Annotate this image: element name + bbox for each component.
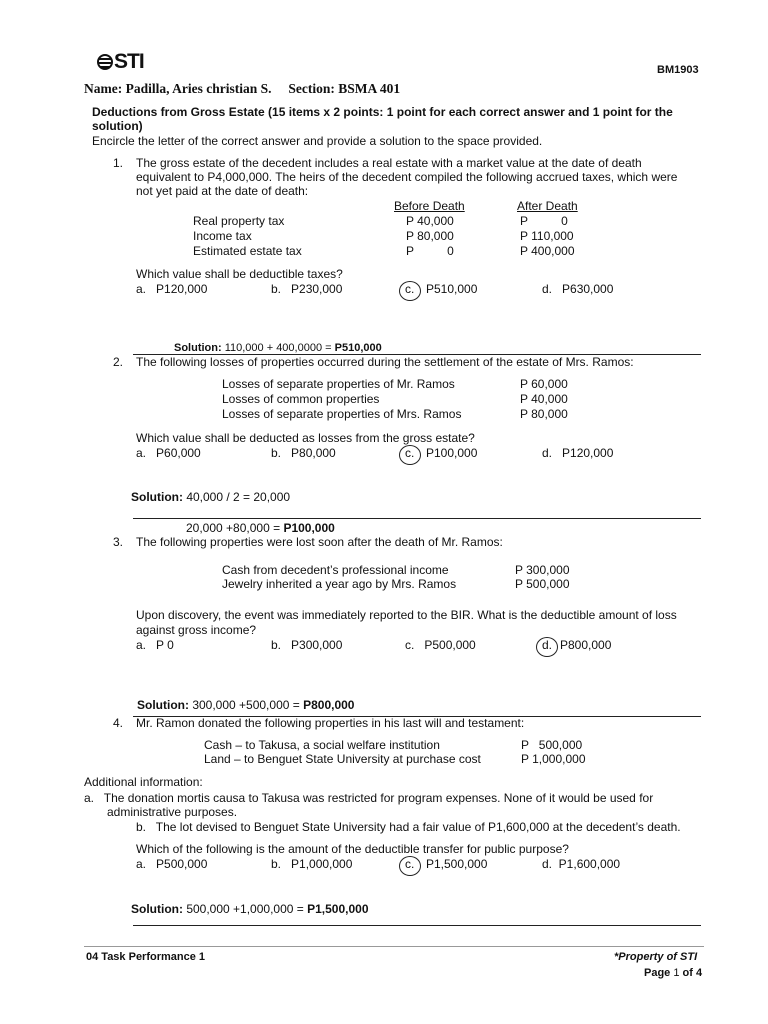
q4-option-d[interactable]: d. P1,600,000 <box>542 857 621 871</box>
q1-option-c-letter[interactable]: c. <box>405 282 415 296</box>
q3-row-label: Cash from decedent’s professional income <box>222 563 449 577</box>
footer-left: 04 Task Performance 1 <box>86 951 206 963</box>
q3-solution: Solution: 300,000 +500,000 = P800,000 <box>137 698 355 712</box>
q4-text: Mr. Ramon donated the following properties in his last will and testament: <box>136 716 525 730</box>
q2-question: Which value shall be deducted as losses from the gross estate? <box>136 431 475 445</box>
q1-option-b[interactable]: b. P230,000 <box>271 282 343 296</box>
q4-row-value: P 500,000 <box>521 738 583 752</box>
q3-row-label: Jewelry inherited a year ago by Mrs. Ramos <box>222 577 457 591</box>
q4-solution: Solution: 500,000 +1,000,000 = P1,500,000 <box>131 902 369 916</box>
q2-row-value: P 60,000 <box>520 377 568 391</box>
q4-info-a-line2: administrative purposes. <box>107 805 238 819</box>
q4-number: 4. <box>113 716 124 730</box>
q1-text-line3: not yet paid at the date of death: <box>136 184 309 198</box>
q3-option-d[interactable]: P800,000 <box>560 638 612 652</box>
q3-row-value: P 300,000 <box>515 563 570 577</box>
q1-option-c[interactable]: P510,000 <box>426 282 478 296</box>
q2-option-b[interactable]: b. P80,000 <box>271 446 336 460</box>
q4-option-a[interactable]: a. P500,000 <box>136 857 208 871</box>
q3-text: The following properties were lost soon after the death of Mr. Ramos: <box>136 535 503 549</box>
q2-text: The following losses of properties occurred during the settlement of the estate of Mrs. Ramos: <box>136 355 634 369</box>
q3-number: 3. <box>113 535 124 549</box>
q1-row-after: P 0 <box>520 214 568 228</box>
student-info: Name: Padilla, Aries christian S. Section: BSMA 401 <box>84 81 401 96</box>
q2-number: 2. <box>113 355 124 369</box>
q3-row-value: P 500,000 <box>515 577 570 591</box>
q4-row-label: Cash – to Takusa, a social welfare institution <box>204 738 440 752</box>
q2-solution: Solution: 40,000 / 2 = 20,000 <box>131 490 291 504</box>
sti-logo: STI <box>97 50 144 74</box>
q4-row-value: P 1,000,000 <box>521 752 586 766</box>
document-code: BM1903 <box>657 64 699 76</box>
footer-property: *Property of STI <box>614 951 698 963</box>
section-title-cont: solution) <box>92 119 143 133</box>
q1-col-before: Before Death <box>394 199 465 213</box>
q2-option-a[interactable]: a. P60,000 <box>136 446 201 460</box>
q4-info-b: b. The lot devised to Benguet State University had a fair value of P1,600,000 at the decedent’s death. <box>136 820 681 834</box>
q3-option-a[interactable]: a. P 0 <box>136 638 174 652</box>
q3-option-c[interactable]: c. P500,000 <box>405 638 476 652</box>
q2-row-label: Losses of common properties <box>222 392 380 406</box>
section-title: Deductions from Gross Estate (15 items x 2 points: 1 point for each correct answer and 1 point for the <box>92 105 673 119</box>
q1-row-before: P 0 <box>406 244 454 258</box>
q2-row-label: Losses of separate properties of Mrs. Ramos <box>222 407 462 421</box>
q1-row-before: P 80,000 <box>406 229 454 243</box>
globe-icon <box>97 54 113 70</box>
q1-row-before: P 40,000 <box>406 214 454 228</box>
q1-number: 1. <box>113 156 124 170</box>
q2-row-label: Losses of separate properties of Mr. Ramos <box>222 377 455 391</box>
q4-additional-label: Additional information: <box>84 775 203 789</box>
q1-solution: Solution: 110,000 + 400,0000 = P510,000 <box>174 342 382 354</box>
q1-question: Which value shall be deductible taxes? <box>136 267 343 281</box>
q2-row-value: P 40,000 <box>520 392 568 406</box>
q2-row-value: P 80,000 <box>520 407 568 421</box>
q1-col-after: After Death <box>517 199 578 213</box>
q4-info-a-line1: a. The donation mortis causa to Takusa was restricted for program expenses. None of it would be used for <box>84 791 654 805</box>
q2-solution-line2: 20,000 +80,000 = P100,000 <box>186 521 335 535</box>
q2-option-c-letter[interactable]: c. <box>405 446 415 460</box>
q1-text-line2: equivalent to P4,000,000. The heirs of the decedent compiled the following accrued taxes, which were <box>136 170 678 184</box>
q2-option-d[interactable]: d. P120,000 <box>542 446 614 460</box>
q3-question-line2: against gross income? <box>136 623 257 637</box>
q1-text-line1: The gross estate of the decedent includes a real estate with a market value at the date of death <box>136 156 642 170</box>
q4-row-label: Land – to Benguet State University at purchase cost <box>204 752 481 766</box>
q1-row-label: Real property tax <box>193 214 285 228</box>
q1-option-a[interactable]: a. P120,000 <box>136 282 208 296</box>
q1-row-after: P 110,000 <box>520 229 574 243</box>
q3-question-line1: Upon discovery, the event was immediately reported to the BIR. What is the deductible amount of loss <box>136 608 677 622</box>
q4-option-b[interactable]: b. P1,000,000 <box>271 857 353 871</box>
q3-option-b[interactable]: b. P300,000 <box>271 638 343 652</box>
instructions: Encircle the letter of the correct answer and provide a solution to the space provided. <box>92 134 543 148</box>
q4-option-c-letter[interactable]: c. <box>405 857 415 871</box>
q4-question: Which of the following is the amount of the deductible transfer for public purpose? <box>136 842 569 856</box>
q2-option-c[interactable]: P100,000 <box>426 446 478 460</box>
q1-row-label: Income tax <box>193 229 252 243</box>
footer-divider <box>84 946 704 947</box>
q2-solution-line <box>133 518 701 519</box>
q4-solution-line <box>133 925 701 926</box>
q1-row-label: Estimated estate tax <box>193 244 302 258</box>
q4-option-c[interactable]: P1,500,000 <box>426 857 488 871</box>
q1-option-d[interactable]: d. P630,000 <box>542 282 614 296</box>
footer-page: Page 1 of 4 <box>644 967 703 979</box>
q1-row-after: P 400,000 <box>520 244 575 258</box>
q3-option-d-letter[interactable]: d. <box>542 638 553 652</box>
